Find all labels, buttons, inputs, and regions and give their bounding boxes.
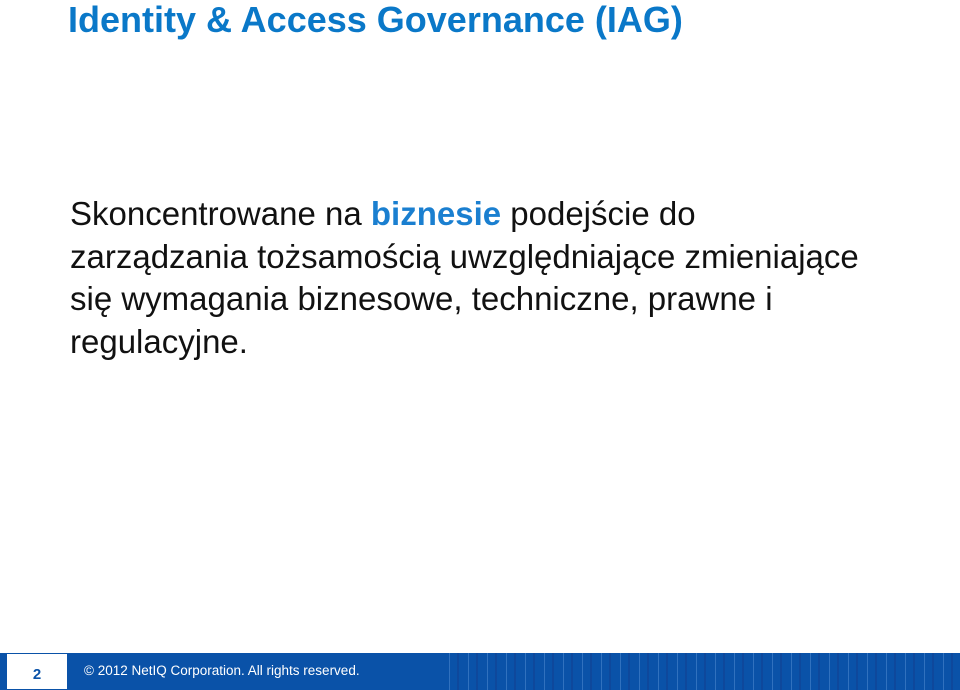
body-text-start: Skoncentrowane na: [70, 195, 371, 232]
page-number-box: [6, 653, 68, 690]
footer-decorative-lines: [440, 653, 960, 690]
slide-title: Identity & Access Governance (IAG): [68, 0, 683, 40]
body-text-highlight: biznesie: [370, 195, 502, 232]
copyright-notice: © 2012 NetIQ Corporation. All rights reserved.: [84, 663, 360, 678]
slide-body-text: [70, 193, 870, 363]
body-text-end: podejście do zarządzania tożsamością uwzględniające zmieniające się wymagania biznesowe, techniczne, prawne i regulacyjne.: [70, 195, 859, 360]
page-number: 2: [32, 666, 42, 683]
